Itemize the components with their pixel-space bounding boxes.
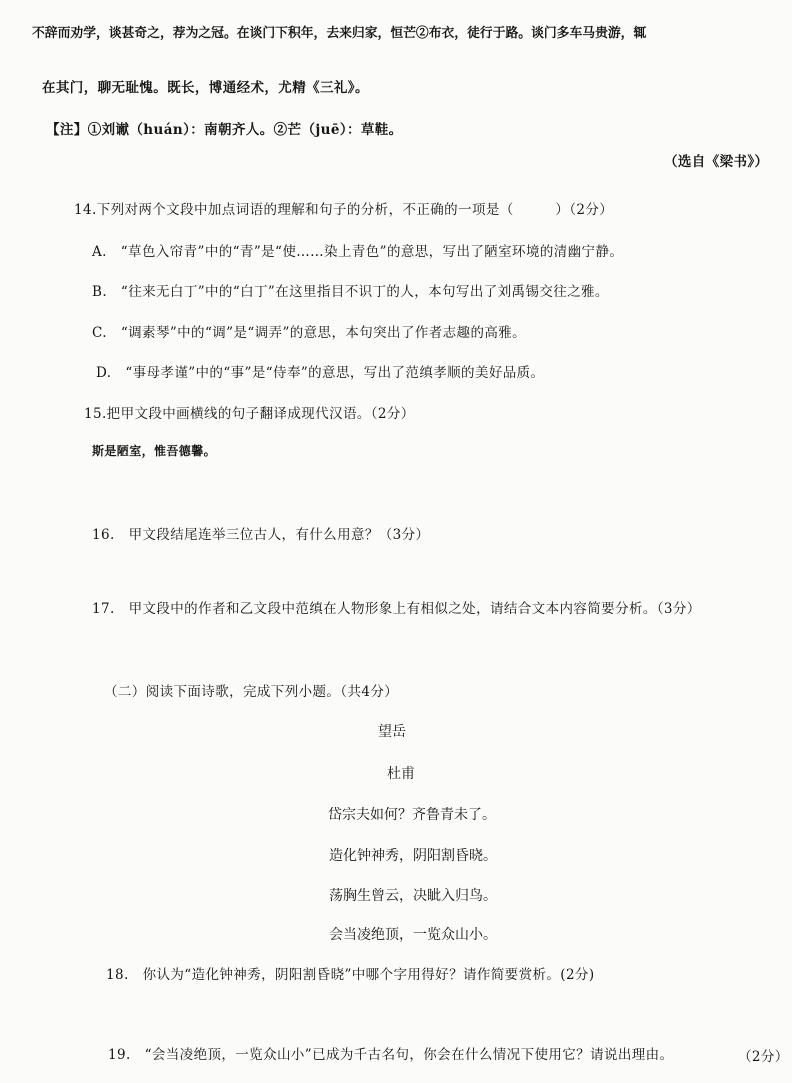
poem-line-4: 会当凌绝顶，一览众山小。 [329, 927, 497, 943]
poem-line-3: 荡胸生曾云，决眦入归鸟。 [329, 888, 497, 904]
section-2-heading: （二）阅读下面诗歌，完成下列小题。（共4分） [104, 684, 399, 700]
passage-line-1: 不辞而劝学，谈甚奇之，荐为之冠。在谈门下积年，去来归家，恒芒②布衣，徒行于路。谈门多车马贵游，辄 [32, 26, 647, 41]
question-19-stem: 19. “会当凌绝顶，一览众山小”已成为千古名句，你会在什么情况下使用它？请说出理由。 [108, 1047, 674, 1063]
question-14-stem: 14.下列对两个文段中加点词语的理解和句子的分析，不正确的一项是（ ）（2分） [74, 202, 614, 218]
question-14-option-b: B. “往来无白丁”中的“白丁”在这里指目不识丁的人，本句写出了刘禹锡交往之雅。 [92, 284, 609, 300]
question-16-stem: 16. 甲文段结尾连举三位古人，有什么用意？（3分） [92, 527, 430, 543]
question-14-option-a: A. “草色入帘青”中的“青”是“使……染上青色”的意思，写出了陋室环境的清幽宁静。 [92, 244, 624, 260]
question-17-stem: 17. 甲文段中的作者和乙文段中范缜在人物形象上有相似之处，请结合文本内容简要分析。（3分） [92, 601, 701, 617]
question-18-stem: 18. 你认为“造化钟神秀，阴阳割昏晓”中哪个字用得好？请作简要赏析。(2分) [106, 967, 595, 983]
question-15-quote: 斯是陋室，惟吾德馨。 [92, 444, 217, 458]
question-19-score: （2分） [738, 1049, 789, 1065]
annotation-note: 【注】①刘谳（huán）：南朝齐人。②芒（juē）：草鞋。 [46, 122, 403, 138]
question-14-option-d: D. “事母孝谨”中的“事”是“侍奉”的意思，写出了范缜孝顺的美好品质。 [96, 365, 545, 381]
poem-line-2: 造化钟神秀，阴阳割昏晓。 [329, 848, 497, 864]
passage-line-2: 在其门，聊无耻愧。既长，博通经术，尤精《三礼》。 [42, 80, 369, 96]
poem-line-1: 岱宗夫如何？齐鲁青未了。 [328, 807, 496, 823]
question-14-option-c: C. “调素琴”中的“调”是“调弄”的意思，本句突出了作者志趣的高雅。 [92, 325, 527, 341]
passage-source: （选自《梁书》） [664, 154, 769, 170]
question-15-stem: 15.把甲文段中画横线的句子翻译成现代汉语。（2分） [84, 406, 415, 422]
poem-author: 杜甫 [387, 766, 415, 782]
poem-title: 望岳 [378, 724, 406, 740]
